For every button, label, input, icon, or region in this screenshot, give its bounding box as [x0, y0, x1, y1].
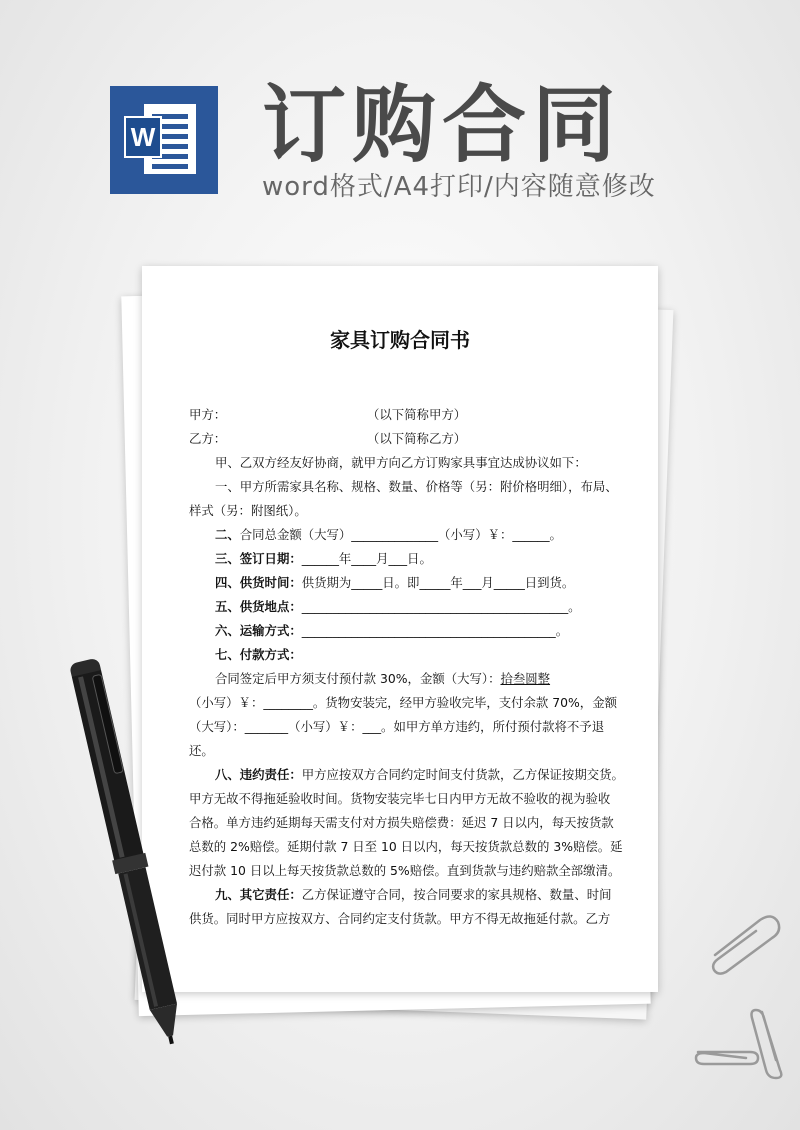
- item-7-line-2: （小写）￥：________。货物安装完，经甲方验收完毕，支付余款 70%，金额: [189, 695, 617, 710]
- item-1-line-1: 一、甲方所需家具名称、规格、数量、价格等（另：附价格明细），布局、: [215, 479, 618, 494]
- document-title: 家具订购合同书: [330, 328, 470, 352]
- item-1-line-2: 样式（另：附图纸）。: [189, 503, 307, 518]
- item-8-body: 甲方应按双方合同约定时间支付货款，乙方保证按期交货。: [301, 767, 624, 782]
- item-3-title: 三、签订日期：: [215, 551, 302, 566]
- item-7-title: 七、付款方式：: [215, 647, 302, 662]
- item-6-line: [189, 619, 613, 643]
- item-4-body: 供货期为_____日。即_____年___月_____日到货。: [301, 575, 575, 590]
- document-body: [189, 403, 624, 931]
- item-5-title: 五、供货地点：: [215, 599, 302, 614]
- item-2-title: 二、: [215, 527, 240, 542]
- item-7-amount: 拾叁圆整: [500, 671, 551, 686]
- banner-title: 订购合同: [262, 76, 623, 174]
- item-7-line-1: [189, 667, 613, 691]
- word-logo-letter: W: [124, 116, 162, 158]
- item-4-title: 四、供货时间：: [215, 575, 302, 590]
- item-8-line-1: [189, 763, 624, 787]
- party-a-line: [189, 403, 613, 427]
- item-5-line: [189, 595, 613, 619]
- party-a-label: 甲方：: [189, 407, 227, 422]
- item-9-line-2: 供货。同时甲方应按双方、合同约定支付货款。甲方不得无故拖延付款。乙方: [189, 911, 611, 926]
- item-2-body: 合同总金额（大写）______________（小写）￥：______。: [239, 527, 562, 542]
- item-8-title: 八、违约责任：: [215, 767, 302, 782]
- party-b-label: 乙方：: [189, 431, 227, 446]
- item-8-line-4: 总数的 2%赔偿。延期付款 7 日至 10 日以内，每天按货款总数的 3%赔偿。延: [189, 839, 623, 854]
- item-8-line-3: 合格。单方违约延期每天需支付对方损失赔偿费：延迟 7 日以内，每天按货款: [189, 815, 614, 830]
- intro-line: 甲、乙双方经友好协商，就甲方向乙方订购家具事宜达成协议如下：: [215, 455, 587, 470]
- party-a-note: （以下简称甲方）: [367, 407, 467, 422]
- item-6-title: 六、运输方式：: [215, 623, 302, 638]
- pen-icon: [0, 0, 220, 1130]
- item-7-line-1-text: 合同签定后甲方须支付预付款 30%，金额（大写）：: [215, 671, 501, 686]
- item-8-line-5: 迟付款 10 日以上每天按货款总数的 5%赔偿。直到货款与违约赔款全部缴清。: [189, 863, 621, 878]
- item-7-line-3: （大写）：_______（小写）￥：___。如甲方单方违约，所付预付款将不予退: [189, 719, 605, 734]
- banner-subtitle: word格式/A4打印/内容随意修改: [262, 172, 656, 202]
- item-2-line: [189, 523, 613, 547]
- item-7-line-4: 还。: [189, 743, 214, 758]
- item-8-line-2: 甲方无故不得拖延验收时间。货物安装完毕七日内甲方无故不验收的视为验收: [189, 791, 611, 806]
- item-5-body: ___________________________________________。: [301, 599, 581, 614]
- item-3-line: [189, 547, 613, 571]
- item-3-body: ______年____月___日。: [301, 551, 432, 566]
- item-9-body: 乙方保证遵守合同，按合同要求的家具规格、数量、时间: [301, 887, 612, 902]
- item-6-body: _________________________________________。: [301, 623, 569, 638]
- item-9-title: 九、其它责任：: [215, 887, 302, 902]
- party-b-note: （以下简称乙方）: [367, 431, 467, 446]
- party-b-line: [189, 427, 613, 451]
- item-4-line: [189, 571, 613, 595]
- paperclip-icon: [690, 900, 800, 1080]
- item-9-line-1: [189, 883, 613, 907]
